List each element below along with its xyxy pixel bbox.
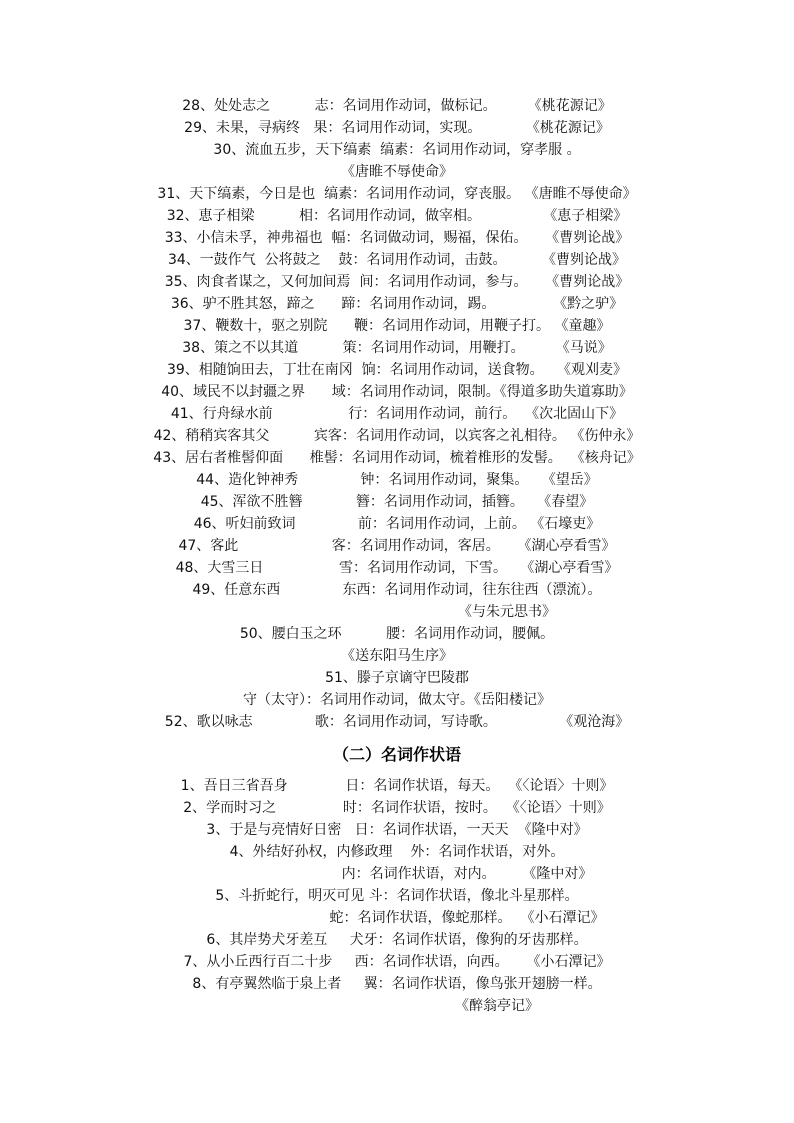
adverbial-entry-1: 1、吾日三省吾身 日：名词作状语，每天。 《〈论语〉十则》	[180, 778, 614, 794]
adverbial-entry-2: 2、学而时习之 时：名词作状语，按时。 《〈论语〉十则》	[183, 800, 611, 816]
entry-38: 38、策之不以其道 策：名词用作动词，用鞭打。 《马说》	[182, 340, 612, 356]
entry-42: 42、稍稍宾客其父 宾客：名词用作动词，以宾客之礼相待。 《伤仲永》	[153, 428, 641, 444]
entry-49: 49、任意东西 东西：名词用作动词，往东往西（漂流）。	[192, 582, 602, 598]
entry-52: 52、歌以咏志 歌：名词用作动词，写诗歌。 《观沧海》	[164, 714, 630, 730]
entry-35: 35、肉食者谋之，又何加间焉 间：名词用作动词，参与。 《曹刿论战》	[164, 274, 630, 290]
entry-28: 28、处处志之 志：名词用作动词，做标记。 《桃花源记》	[182, 98, 612, 114]
entry-45: 45、浑欲不胜簪 簪：名词用作动词，插簪。 《春望》	[200, 494, 594, 510]
entry-30-source: 《唐睢不辱使命》	[341, 164, 453, 180]
adverbial-entry-8: 8、有亭翼然临于泉上者 翼：名词作状语，像鸟张开翅膀一样。	[192, 976, 602, 992]
entry-51-detail: 守（太守）：名词用作动词，做太守。《岳阳楼记》	[243, 692, 551, 708]
entry-44: 44、造化钟神秀 钟：名词用作动词，聚集。 《望岳》	[196, 472, 598, 488]
entry-46: 46、听妇前致词 前：名词用作动词，上前。 《石壕吏》	[193, 516, 601, 532]
entry-51: 51、滕子京谪守巴陵郡	[325, 670, 469, 686]
adverbial-entry-7: 7、从小丘西行百二十步 西：名词作状语，向西。 《小石潭记》	[183, 954, 611, 970]
adverbial-entry-5-detail: 蛇：名词作状语，像蛇那样。 《小石潭记》	[329, 910, 605, 926]
entry-43: 43、居右者椎髻仰面 椎髻：名词用作动词，梳着椎形的发髻。 《核舟记》	[153, 450, 641, 466]
entry-37: 37、鞭数十，驱之别院 鞭：名词用作动词，用鞭子打。 《童趣》	[183, 318, 611, 334]
adverbial-entry-5: 5、斗折蛇行，明灭可见 斗：名词作状语，像北斗星那样。	[215, 888, 579, 904]
adverbial-entry-3: 3、于是与亮情好日密 日：名词作状语，一天天 《隆中对》	[206, 822, 588, 838]
section-heading: （二）名词作状语	[332, 745, 461, 764]
entry-39: 39、相随饷田去，丁壮在南冈 饷：名词用作动词，送食物。 《观刈麦》	[166, 362, 628, 378]
entry-34: 34、一鼓作气 公将鼓之 鼓：名词用作动词，击鼓。 《曹刿论战》	[167, 252, 627, 268]
entry-41: 41、行舟绿水前 行：名词用作动词，前行。 《次北固山下》	[170, 406, 624, 422]
entry-49-source: 《与朱元思书》	[458, 604, 556, 620]
adverbial-entry-4-detail: 内：名词作状语，对内。 《隆中对》	[341, 866, 593, 882]
adverbial-entry-4: 4、外结好孙权，内修政理 外：名词作状语，对外。	[229, 844, 565, 860]
adverbial-entry-6: 6、其岸势犬牙差互 犬牙：名词作状语，像狗的牙齿那样。	[206, 932, 588, 948]
entry-47: 47、客此 客：名词用作动词，客居。 《湖心亭看雪》	[178, 538, 616, 554]
entry-50-source: 《送东阳马生序》	[341, 648, 453, 664]
entry-32: 32、恵子相梁 相：名词用作动词，做宰相。 《恵子相梁》	[166, 208, 628, 224]
entry-30: 30、流血五步，天下缟素 缟素：名词用作动词，穿孝服 。	[213, 142, 581, 158]
entry-29: 29、未果，寻病终 果：名词用作动词，实现。 《桃花源记》	[184, 120, 610, 136]
adverbial-entry-8-source: 《醉翁亭记》	[455, 998, 539, 1014]
entry-33: 33、小信未孚，神弗福也 幅：名词做动词，赐福，保佑。 《曹刿论战》	[164, 230, 630, 246]
entry-48: 48、大雪三日 雪：名词用作动词，下雪。 《湖心亭看雪》	[175, 560, 619, 576]
entry-50: 50、腰白玉之环 腰：名词用作动词，腰佩。	[239, 626, 555, 642]
entry-40: 40、域民不以封疆之界 域：名词用作动词，限制。《得道多助失道寡助》	[161, 384, 633, 400]
entry-36: 36、驴不胜其怒，蹄之 蹄：名词用作动词，踢。 《黔之驴》	[170, 296, 624, 312]
entry-31: 31、天下缟素，今日是也 缟素：名词用作动词，穿丧服。 《唐睢不辱使命》	[157, 186, 637, 202]
